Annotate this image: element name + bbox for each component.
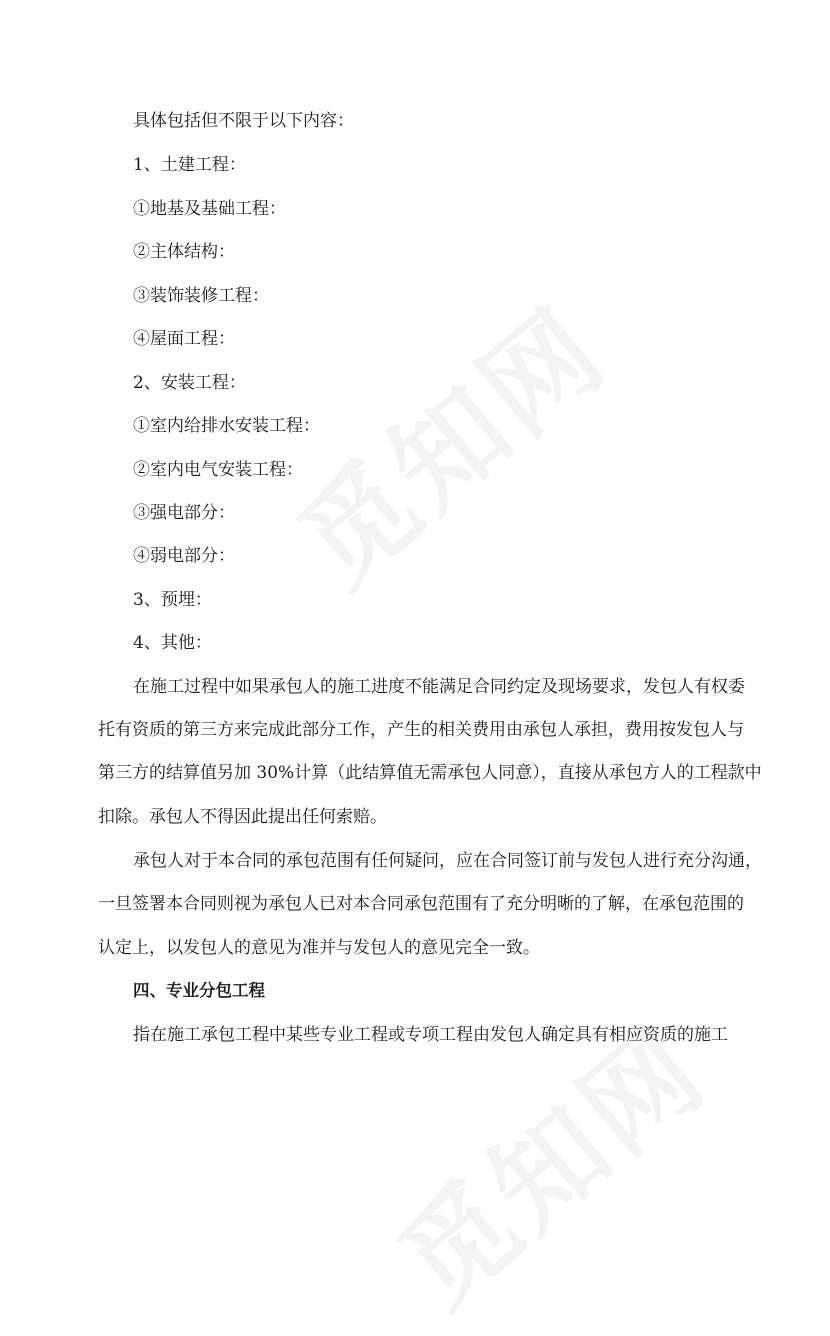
list-item: ①室内给排水安装工程： [133,416,320,436]
list-item: ③强电部分： [133,503,235,523]
list-item: ②室内电气安装工程： [133,460,303,480]
paragraph-line: 指在施工承包工程中某些专业工程或专项工程由发包人确定具有相应资质的施工 [133,1025,728,1045]
list-item: 3、预埋： [133,590,212,610]
paragraph-line: 第三方的结算值另加 30%计算（此结算值无需承包人同意），直接从承包方人的工程款中 [98,763,762,783]
paragraph-line: 托有资质的第三方来完成此部分工作，产生的相关费用由承包人承担，费用按发包人与 [98,720,744,740]
list-item: 4、其他： [133,633,212,653]
list-item: ①地基及基础工程： [133,199,286,219]
paragraph-line: 扣除。承包人不得因此提出任何索赔。 [98,807,387,827]
paragraph-line: 认定上，以发包人的意见为准并与发包人的意见完全一致。 [98,938,540,958]
paragraph-line: 一旦签署本合同则视为承包人已对本合同承包范围有了充分明晰的了解，在承包范围的 [98,894,744,914]
list-item: ②主体结构： [133,242,235,262]
list-item: 2、安装工程： [133,373,246,393]
section-heading: 四、专业分包工程 [133,981,265,1000]
list-item: ③装饰装修工程： [133,286,269,306]
list-item: ④弱电部分： [133,546,235,566]
paragraph-line: 承包人对于本合同的承包范围有任何疑问，应在合同签订前与发包人进行充分沟通， [133,851,762,871]
list-item: 1、土建工程： [133,155,246,175]
list-intro: 具体包括但不限于以下内容： [133,111,354,131]
list-item: ④屋面工程： [133,329,235,349]
paragraph-line: 在施工过程中如果承包人的施工进度不能满足合同约定及现场要求，发包人有权委 [133,677,745,697]
